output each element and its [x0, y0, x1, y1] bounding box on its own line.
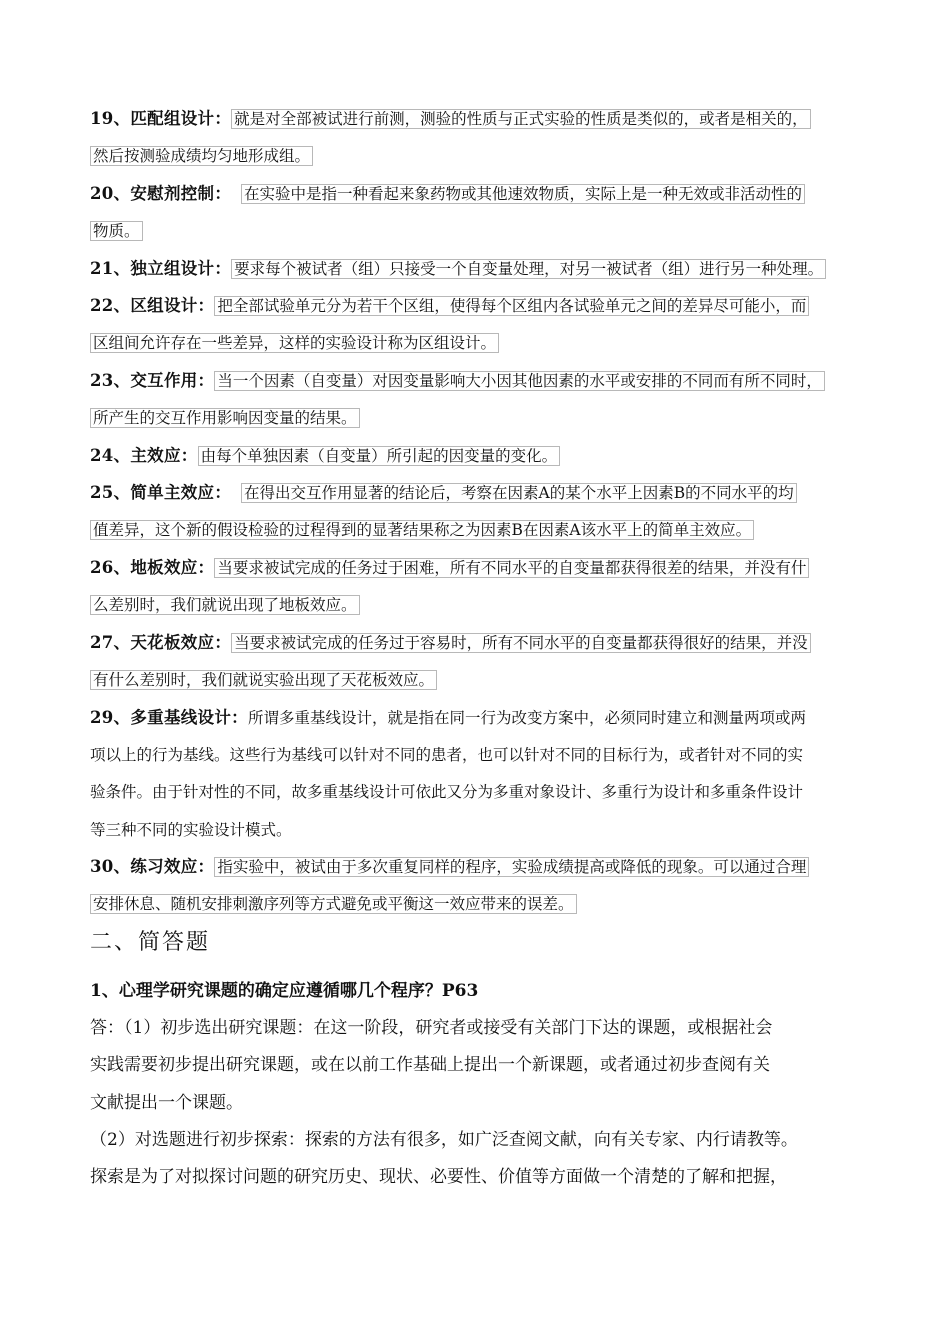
term-23: 23、交互作用： — [90, 371, 215, 390]
answer-line-5: 探索是为了对拟探讨问题的研究历史、现状、必要性、价值等方面做一个清楚的了解和把握， — [90, 1167, 787, 1187]
definition-24: 由每个单独因素（自变量）所引起的因变量的变化。 — [198, 446, 561, 466]
entry-19-line-2 — [90, 141, 313, 171]
entry-29-line-2 — [90, 740, 803, 770]
question-title: 1、心理学研究课题的确定应遵循哪几个程序？P63 — [90, 981, 479, 1001]
entry-29-line-3 — [90, 777, 803, 807]
entry-30-line-1 — [90, 852, 809, 882]
entry-19-line-1 — [90, 104, 811, 134]
answer-line-4: （2）对选题进行初步探索：探索的方法有很多，如广泛查阅文献，向有关专家、内行请教等。 — [90, 1130, 798, 1150]
entry-26-line-1 — [90, 553, 809, 583]
definition-30-part-2: 安排休息、随机安排刺激序列等方式避免或平衡这一效应带来的误差。 — [90, 894, 577, 914]
entry-25-line-2 — [90, 515, 754, 545]
term-22: 22、区组设计： — [90, 296, 215, 315]
entry-20-line-1 — [90, 179, 805, 209]
section-heading: 二、简答题 — [90, 930, 211, 955]
definition-23-part-2: 所产生的交互作用影响因变量的结果。 — [90, 408, 360, 428]
definition-29-part-4: 等三种不同的实验设计模式。 — [90, 821, 292, 839]
entry-24-line-1 — [90, 441, 560, 471]
entry-26-line-2 — [90, 590, 360, 620]
entry-30-line-2 — [90, 889, 577, 919]
term-19: 19、匹配组设计： — [90, 109, 232, 128]
definition-27-part-2: 有什么差别时，我们就说实验出现了天花板效应。 — [90, 670, 437, 690]
definition-21: 要求每个被试者（组）只接受一个自变量处理，对另一被试者（组）进行另一种处理。 — [231, 259, 826, 279]
definition-29-part-3: 验条件。由于针对性的不同，故多重基线设计可依此又分为多重对象设计、多重行为设计和多重条件设计 — [90, 783, 804, 801]
term-27: 27、天花板效应： — [90, 633, 232, 652]
term-29: 29、多重基线设计： — [90, 708, 248, 727]
definition-26-part-1: 当要求被试完成的任务过于困难，所有不同水平的自变量都获得很差的结果，并没有什 — [214, 558, 809, 578]
definition-20-part-2: 物质。 — [90, 221, 143, 241]
entry-23-line-2 — [90, 403, 360, 433]
definition-22-part-2: 区组间允许存在一些差异，这样的实验设计称为区组设计。 — [90, 333, 499, 353]
entry-29-line-4 — [90, 815, 292, 845]
definition-25-part-1: 在得出交互作用显著的结论后，考察在因素A的某个水平上因素B的不同水平的均 — [241, 483, 797, 503]
term-25: 25、简单主效应： — [90, 483, 232, 502]
definition-25-part-2: 值差异，这个新的假设检验的过程得到的显著结果称之为因素B在因素A该水平上的简单主效应。 — [90, 520, 754, 540]
definition-19-part-2: 然后按测验成绩均匀地形成组。 — [90, 146, 313, 166]
entry-21-line-1 — [90, 254, 826, 284]
term-21: 21、独立组设计： — [90, 259, 232, 278]
definition-20-part-1: 在实验中是指一种看起来象药物或其他速效物质，实际上是一种无效或非活动性的 — [241, 184, 805, 204]
definition-19-part-1: 就是对全部被试进行前测，测验的性质与正式实验的性质是类似的，或者是相关的， — [231, 109, 811, 129]
entry-25-line-1 — [90, 478, 797, 508]
entry-23-line-1 — [90, 366, 825, 396]
entry-27-line-2 — [90, 665, 437, 695]
term-24: 24、主效应： — [90, 446, 198, 465]
definition-22-part-1: 把全部试验单元分为若干个区组，使得每个区组内各试验单元之间的差异尽可能小，而 — [214, 296, 809, 316]
answer-line-3: 文献提出一个课题。 — [90, 1093, 243, 1113]
definition-30-part-1: 指实验中，被试由于多次重复同样的程序，实验成绩提高或降低的现象。可以通过合理 — [214, 857, 809, 877]
entry-20-line-2 — [90, 216, 143, 246]
definition-26-part-2: 么差别时，我们就说出现了地板效应。 — [90, 595, 360, 615]
answer-line-2: 实践需要初步提出研究课题，或在以前工作基础上提出一个新课题，或者通过初步查阅有关 — [90, 1055, 770, 1075]
entry-22-line-1 — [90, 291, 809, 321]
definition-27-part-1: 当要求被试完成的任务过于容易时，所有不同水平的自变量都获得很好的结果，并没 — [231, 633, 811, 653]
term-30: 30、练习效应： — [90, 857, 215, 876]
entry-29-line-1 — [90, 703, 806, 733]
definition-29-part-1: 所谓多重基线设计，就是指在同一行为改变方案中，必须同时建立和测量两项或两 — [247, 709, 806, 727]
entry-27-line-1 — [90, 628, 811, 658]
definition-23-part-1: 当一个因素（自变量）对因变量影响大小因其他因素的水平或安排的不同而有所不同时， — [214, 371, 825, 391]
entry-22-line-2 — [90, 328, 499, 358]
answer-line-1: 答：（1）初步选出研究课题：在这一阶段，研究者或接受有关部门下达的课题，或根据社会 — [90, 1018, 773, 1038]
definition-29-part-2: 项以上的行为基线。这些行为基线可以针对不同的患者，也可以针对不同的目标行为，或者针对不同的实 — [90, 746, 804, 764]
term-20: 20、安慰剂控制： — [90, 184, 232, 203]
term-26: 26、地板效应： — [90, 558, 215, 577]
